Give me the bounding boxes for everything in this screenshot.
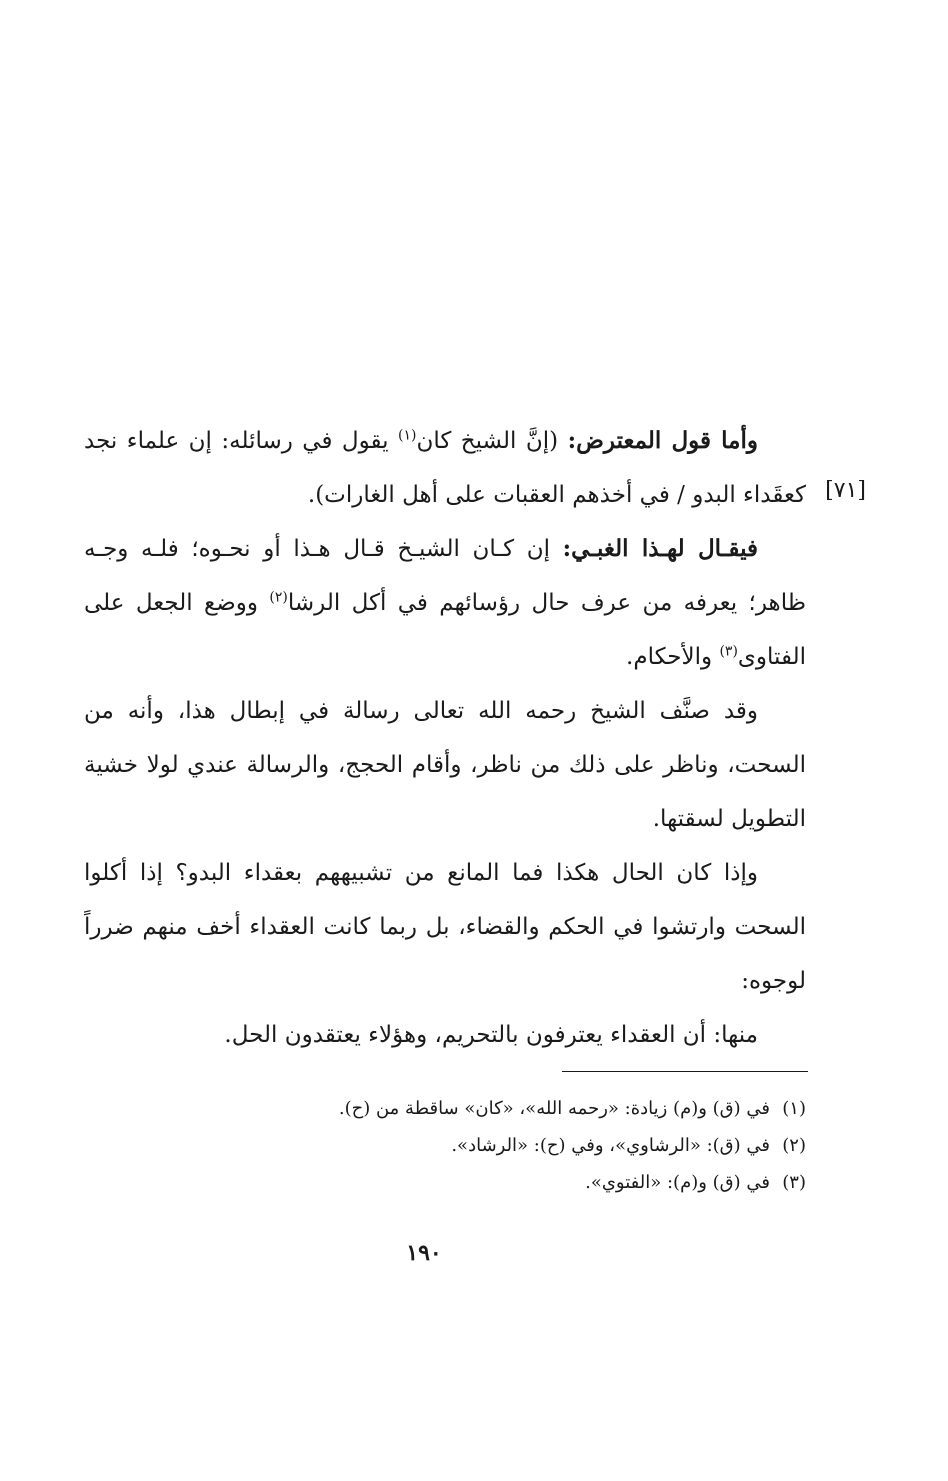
paragraph-2 — [84, 522, 806, 684]
footnote-2 — [200, 1127, 806, 1164]
footnote-1-number: (١) — [782, 1098, 806, 1119]
footnote-1 — [200, 1090, 806, 1127]
footnote-marker-1: (١) — [397, 427, 417, 444]
footnote-marker-2: (٢) — [269, 589, 288, 606]
paragraph-1-lead: وأما قول المعترض: — [567, 427, 758, 454]
paragraph-3: وقد صنَّف الشيخ رحمه الله تعالى رسالة في إبطال هذا، وأنه من السحت، وناظر على ذلك من ناظر، وأقام الحجج، والرسالة عندي لولا خشية التطويل لسقتها. — [84, 698, 806, 832]
footnote-3-text: في (ق) و(م): «الفتوي». — [585, 1172, 770, 1193]
footnote-3-number: (٣) — [782, 1172, 806, 1193]
page-number: ١٩٠ — [406, 1240, 442, 1266]
paragraph-2-text-a: إن كـان الشيـخ قـال هـذا أو نحـوه؛ فلـه وجـه ظاهر؛ يعرفه من عرف حال رؤسائهم في أكل الرشا — [84, 536, 807, 616]
footnote-2-number: (٢) — [782, 1135, 806, 1156]
footnote-separator — [562, 1071, 808, 1072]
footnote-3 — [200, 1164, 806, 1201]
paragraph-1 — [84, 414, 806, 522]
manuscript-folio-marker: [٧١] — [825, 478, 866, 503]
footnote-2-text: في (ق): «الرشاوي»، وفي (ح): «الرشاد». — [451, 1135, 770, 1156]
footnote-1-text: في (ق) و(م) زيادة: «رحمه الله»، «كان» ساقطة من (ح). — [338, 1098, 770, 1119]
paragraph-4: وإذا كان الحال هكذا فما المانع من تشبيههم بعقداء البدو؟ إذا أكلوا السحت وارتشوا في الحكم والقضاء، بل ربما كانت العقداء أخف منهم ضرراً لوجوه: — [84, 860, 806, 994]
paragraph-2-text-c: والأحكام. — [626, 644, 720, 670]
paragraph-1-text-b: يقول في رسائله: إن علماء نجد كعقَداء البدو / في أخذهم العقبات على أهل الغارات). — [84, 428, 806, 508]
footnote-marker-3: (٣) — [719, 643, 738, 660]
paragraph-5: منها: أن العقداء يعترفون بالتحريم، وهؤلاء يعتقدون الحل. — [224, 1022, 758, 1048]
main-text — [84, 414, 806, 1062]
footnotes — [200, 1090, 806, 1201]
paragraph-2-lead: فيقـال لهـذا الغبـي: — [562, 535, 758, 562]
paragraph-1-text-a: (إنَّ الشيخ كان — [416, 428, 568, 454]
paragraph-2-text-b: ووضع الجعل على الفتاوى — [84, 590, 806, 670]
